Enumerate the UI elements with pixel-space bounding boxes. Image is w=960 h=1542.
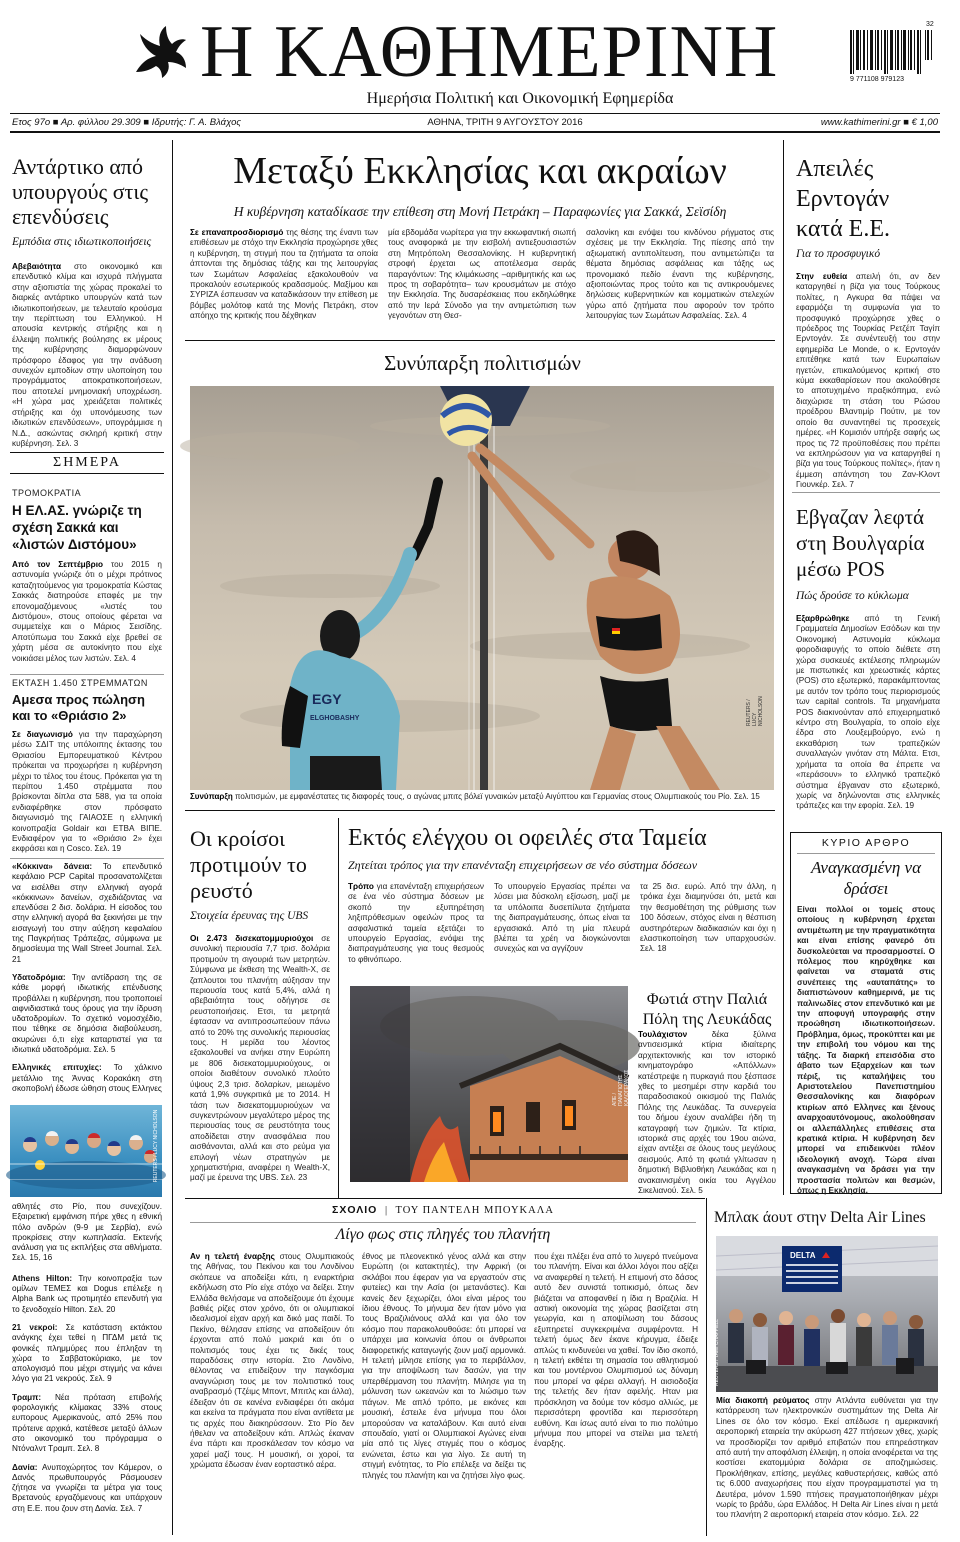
pos-title: Εβγαζαν λεφτά στη Βουλγαρία μέσω POS: [796, 505, 925, 581]
main-col2: μία εβδομάδα νωρίτερα για την εκκωφαντική σιωπή τους αναφορικά με την εισβολή αντιεξουσιαστών στη Μητρόπολη Θεσσαλονίκης. Η κυβερνητική στροφή έρχεται ως αποτέλεσμα σειράς παραγόντων: Της κλιμάκωσης –αριθμητικής και ως προς τη σοβαρότητα– των κρουσμάτων με στόχο την Εκκλησία. Της δυσαρέσκειας που εκδηλώθηκε από την Ιερά Σύνοδο για την αντιμετώπιση των γεγονότων στη Θεσ-: [388, 228, 576, 321]
photo-headline: Συνύπαρξη πολιτισμών: [384, 351, 581, 375]
masthead-title: Η ΚΑΘΗΜΕΡΙΝΗ: [200, 11, 779, 93]
pos-text: Εξαρθρώθηκε από τη Γενική Γραμματεία Δημοσίων Εσόδων και την Οικονομική Αστυνομία κύκλωμα φοροδιαφυγής το οποίο διέθετε στη χώρα συσκευές εκτέλεσης πληρωμών με πιστωτικές και χρεωστικές κάρτες (POS) στο εξωτερικό, παρακάμπτοντας με αυτόν τον τρόπο τους περιορισμούς των capital controls. Τα μηχανήματα POS διακινούνταν από επιχειρηματικό κέντρο στη Βουλγαρία, το οποίο είχε έδρα στο Λουξεμβούργο, ενώ η εκκαθάριση των τραπεζικών συναλλαγών γινόταν στη Μάλτα. Ετσι, χρήματα τα οποία θα έπρεπε να «περάσουν» το ελληνικό τραπεζικό σύστημα έβγαιναν στο εξωτερικό, χωρίς να δηλώνονται στις ελληνικές τράπεζες και την εφορία. Σελ. 19: [796, 614, 940, 811]
fire-title: Φωτιά στην Παλιά Πόλη της Λευκάδας: [642, 991, 772, 1028]
fire-image-icon: [350, 986, 628, 1182]
today-label: ΣΗΜΕΡΑ: [53, 455, 121, 470]
masthead-subtitle: Ημερήσια Πολιτική και Οικονομική Εφημερίδα: [366, 90, 674, 107]
editorial-text: Είναι πολλοί οι τομείς στους οποίους η κυβέρνηση έρχεται αντιμέτωπη με την πραγματικότητα και είναι επίσης φανερό ότι δυσκολεύεται να προσαρμοστεί. Ο πόλεμος που κηρύχθηκε και φαίνεται να σταματά στις συνέπειες της «αυταπάτης» το διαπιστώνουν καθημερινά, με τις παλινωδίες στον επενδυτικό και με την αποφυγή υπογραφής στην προώθηση ιδιωτικοποιήσεων. Πρόβλημα, όμως, προκύπτει και με την επιβολή του νόμου και της τάξης. Τα διαρκή επεισόδια στο άβατο των Εξαρχείων και των πέριξ, τις καταλήψεις του Αριστοτελείου Πανεπιστημίου Θεσσαλονίκης και διαφόρων κτιρίων από Ελληνες και ξένους αναρχοαυτόνομους, ακολούθησαν οι αλλεπάλληλες επιθέσεις στα κρατικά κτίρια. Η κυβέρνηση δεν μπορεί να επιδεικνύει πλέον ιδεολογική ανοχή. Τώρα είναι αναγκασμένη να δράσει για την προστασία πολιτών και θεσμών, όπως η Εκκλησία.: [797, 905, 935, 1195]
left-lead-title: Αντάρτικο από υπουργούς στις επενδύσεις: [12, 154, 149, 229]
debt-col2: Το υπουργείο Εργασίας πρέπει να λύσει μια δύσκολη εξίσωση, μαζί με τα υπόλοιπα δυσεπίλυτα ζητήματα της διαπραγμάτευσης, όπως είναι τα εργασιακά. Από τη μία πλευρά βλέπει τα χρέη να διογκώνονται συνεχώς και να αγγίζουν: [494, 882, 630, 954]
brief-item: Athens Hilton: Την κοινοπραξία των ομίλων ΤΕΜΕΣ και Dogus επέλεξε η Alpha Bank ως προτιμητέο επενδυτή για το ξενοδοχείο Hilton. Σελ. 20: [12, 1273, 162, 1314]
editorial-title: Αναγκασμένη να δράσει: [810, 858, 921, 898]
main-headline: Μεταξύ Εκκλησίας και ακραίων: [233, 150, 727, 192]
debt-col3: τα 25 δισ. ευρώ. Από την άλλη, η τρόικα έχει διαμηνύσει ότι, μετά και την θεσμοθέτηση της ρύθμισης των 100 δόσεων, στόχος είναι η θέσπιση αυστηρότερων διαδικασιών και όχι η ελαστικοποίηση των υπαρχουσών. Σελ. 18: [640, 882, 776, 954]
water-polo-credit: REUTERS / LUCY NICHOLSON: [152, 1109, 159, 1183]
delta-sign-text: DELTA: [790, 1251, 816, 1260]
column-divider: |: [384, 1205, 389, 1216]
photo-caption: Συνύπαρξη πολιτισμών, με εμφανέστατες τις διαφορές τους, ο αγώνας μπιτς βόλεϊ γυναικών μεταξύ Αιγύπτου και Γερμανίας στους Ολυμπιακούς του Ρίο. Σελ. 15: [190, 792, 760, 801]
main-col1: Σε επαναπροσδιορισμό της θέσης της έναντι των επιθέσεων με στόχο την Εκκλησία προχώρησε χθες η κυβέρνηση, τη στιγμή που τα ζητήματα τα οποία άπτονται της δημόσιας τάξης και της λειτουργίας των Σωμάτων Ασφαλείας εξακολουθούν να προκαλούν εσωτερικούς κραδασμούς. Μαξίμου και ΣΥΡΙΖΑ έσπευσαν να καταδικάσουν την επίθεση με βόμβες μολότοφ κατά της Μονής Πετράκη, στον απόηχο της κριτικής που δέχθηκαν: [190, 228, 379, 321]
item2-text: Σε διαγωνισμό για την παραχώρηση μέσω ΣΔΙΤ της υπόλοιπης έκτασης του Θριασίου Εμπορευματικού Κέντρου πρόκειται να προχωρήσει η κυβέρνηση μέχρι το τέλος του έτους. Πρόκειται για τη περίπου 1.450 στρέμματα που βρίσκονται δίπλα στα 588, για τα οποία ενδιαφέρθηκε στον πρόσφατο διαγωνισμό της ΓΑΙΑΟΣΕ η ελληνική κοινοπραξία Goldair και ΕΤΒΑ ΒΙΠΕ. Ενδιαφέρον για το «Θριάσιο 2» έχει εκφράσει και η Cosco. Σελ. 19: [12, 730, 162, 854]
phoenix-logo-icon: [128, 22, 190, 84]
main-subheadline: Η κυβέρνηση καταδίκασε την επίθεση στη Μονή Πετράκη – Παραφωνίες για Σακκά, Σεϊσίδη: [233, 204, 727, 219]
brief-item: Ελληνικές επιτυχίες: Το χάλκινο μετάλλιο της Άννας Κορακάκη στη σκοποβολή έδωσε ώθηση στους Ελληνες: [12, 1063, 162, 1093]
info-date: ΑΘΗΝΑ, ΤΡΙΤΗ 9 ΑΥΓΟΥΣΤΟΥ 2016: [427, 117, 583, 128]
fire-photo: [350, 986, 628, 1182]
item1-text: Από τον Σεπτέμβριο του 2015 η αστυνομία γνώριζε ότι ο μέχρι πρότινος καταζητούμενος για τρομοκρατία Κώστας Σακκάς διατηρούσε επαφές με την επονομαζόμενους «λιστές του Διστόμου», στους οποίους φέρεται να συμμετείχε και ο Μάριος Σεισίδης. Αποτύπωμα του Σακκά είχε βρεθεί σε χάρτη μέσα σε αυτοκίνητο που είχε νοικιάσει μέλος των λιστών. Σελ. 4: [12, 560, 162, 663]
info-left: Ετος 97ο ■ Αρ. φύλλου 29.309 ■ Ιδρυτής: Γ. Α. Βλάχος: [12, 117, 242, 128]
column-title: Λίγο φως στις πληγές του πλανήτη: [335, 1226, 551, 1243]
beach-volley-photo: [190, 386, 774, 790]
water-polo-image-icon: [10, 1105, 162, 1197]
briefs-list-2: [12, 1202, 162, 1532]
pos-subtitle: Πώς δρούσε το κύκλωμα: [796, 590, 909, 602]
delta-title: Μπλακ άουτ στην Delta Air Lines: [714, 1209, 926, 1226]
brief-item: αθλητές στο Ρίο, που συνεχίζουν. Εξαιρετική εμφάνιση πήρε χθες η εθνική πόλο ανδρών (9-9 με Σερβία), ενώ προκρίσεις στην κωπηλασία. Εκτενής ανάλυση για τις εκπλήξεις στα αθλήματα. Σελ. 15, 16: [12, 1202, 162, 1263]
fire-credit: ΑΠΕ / ΠΑΝΑΓΙΩΤΗΣ ΚΑΛΟΓΕΡΑΚΟΣ: [612, 1069, 630, 1106]
main-col3: σαλονίκη και ενόψει του κινδύνου ρήγματος στις σχέσεις με την Εκκλησία. Της πίεσης από την αξιωματική αντιπολίτευση, που αντιμετώπιζει τα θέματα δημόσιας ασφάλειας και τάξης ως προνομιακό πεδίο έναντι της κυβέρνησης, αξιοποιώντας προς τούτο και τις αντικρουόμενες δηλώσεις κυβερνητικών και κομματικών στελεχών γύρω από ζητήματα που αφορούν τον τρόπο λειτουργίας των Σωμάτων Ασφαλείας. Σελ. 4: [586, 228, 774, 321]
photo-credit: REUTERS / LUCY NICHOLSON: [746, 696, 764, 726]
left-lead-subtitle: Εμπόδια στις ιδιωτικοποιήσεις: [12, 236, 152, 248]
debt-col1: Τρόπο για επανένταξη επιχειρήσεων σε ένα νέο σύστημα δόσεων με σκοπό την εξυπηρέτηση ληξιπρόθεσμων οφειλών προς τα ασφαλιστικά ταμεία εξετάζει το υπουργείο Εργασίας, ενόψει της διαπραγμάτευσης για τους θεσμούς το φθινόπωρο.: [348, 882, 484, 964]
brief-item: Υδατοδρόμια: Την αντίδραση της σε κάθε μορφή ιδιωτικής επένδυσης προβάλλει η κυβέρνηση, που τροποποιεί αιφνιδιαστικά τους όρους για την ίδρυση υδατοδρομίων. Το σχετικό νομοσχέδιο, που τέθηκε σε δημόσια διαβούλευση, ακυρώνει ό,τι είχε καταρτιστεί για τα ιδιωτικά υδατοδρόμια. Σελ. 5: [12, 972, 162, 1055]
rich-subtitle: Στοιχεία έρευνας της UBS: [190, 910, 309, 922]
editorial-box: [790, 832, 942, 1194]
brief-item: Τραμπ: Νέα πρόταση επιβολής φορολογικής κλίμακας 33% στους ευπορους Αμερικανούς, από 25% που πρότεινε αρχικά, κατέθεσε μεταξύ άλλων στο οικονομικό του πρόγραμμα ο Ντόναλντ Τραμπ. Σελ. 8: [12, 1392, 162, 1454]
item1-title: Η ΕΛ.ΑΣ. γνώριζε τη σχέση Σακκά και «λιστών Διστόμου»: [12, 503, 142, 552]
item2-kicker: ΕΚΤΑΣΗ 1.450 ΣΤΡΕΜΜΑΤΩΝ: [12, 678, 148, 688]
barcode: [850, 21, 940, 86]
debt-title: Εκτός ελέγχου οι οφειλές στα Ταμεία: [348, 825, 707, 851]
brief-item: Δανία: Ανυποχώρητος τον Κάμερον, ο Δανός πρωθυπουργός Ράσμουσεν ζήτησε να γνωρίζει τα μέτρα για τους Βρετανούς εργαζόμενους και υπάρχουν στη Ε.Ε. που ζουν στη Δανία. Σελ. 7: [12, 1462, 162, 1513]
column-col3: που έχει πλέξει ένα από το λυγερό πνεύμονα του πλανήτη. Είναι και άλλοι λόγοι που αξίζει να αναφερθεί η τελετή. Η επιμονή στο δάσος αυτό δεν συνιστά τοπικισμό, όπως δεν βιάζεται να αποφανθεί η ίδια η Βραζιλία. Η αστική οικονομία της χώρας βασίζεται στη γεωργία, και η αποψίλωση του δάσους εξυπηρετεί συγκεκριμένα συμφέροντα. Η τελετή όμως δεν έκανε κήρυγμα, έδειξε απλώς τι κινδυνεύει να χαθεί. Τον ίδιο σκοπό, η τελετή εκθέτει τη σημασία του αθλητισμού και του μοντέρνου Ολυμπισμού ως δύναμη που μπορεί να φέρει αλλαγή. Η αισιοδοξία της τελετής δεν ήταν αφελής. Ηταν μια πρόσκληση να δούμε τον κόσμο αλλιώς, με περισσότερη φροντίδα και περισσότερη ευθύνη. Και ίσως αυτό είναι το πιο πολύτιμο μήνυμα που μπορεί να στείλει μια τελετή έναρξης.: [534, 1252, 698, 1449]
jersey-text: EGY: [312, 691, 342, 707]
rich-text: Οι 2.473 δισεκατομμυριούχοι σε συνολική περιουσία 7,7 τρισ. δολάρια προτιμούν τη σιγουριά των μετρητών. Σύμφωνα με έκθεση της Wealth-X, σε ζαπλουτοι του πλανήτη αύξησαν την περιουσία τους κατά 5,4%, αλλά η αβεβαιότητα τους οδήγησε σε ρευστοποιήσεις. Ετσι, τα μετρητά έφτασαν να αντιπροσωπεύουν πάνω από το 20% της συνολικής περιουσίας τους. Η μερίδα του λέοντος εξακολουθεί να ανήκει στην Ευρώπη με 806 δισεκατομμυριούχους, οι οποίοι διαθέτουν συνολικό πλούτο ύψους 2,3 τρισ. δολαρίων, μειωμένο κατά 1,9% συγκριτικά με το 2014. Η τάση των δισεκατομμυριούχων να συγκεντρώνουν μεγαλύτερο μέρος της περιουσίας τους σε ρευστότητα τους αποδίδεται στην ανασφάλεια που αισθάνονται, αλλά και στο ρεύμα για επιλογή νέων στρατηγών με χρηματιστήρια, αναφέρει η Wealth-X, μαζί με έρευνα της UBS. Σελ. 23: [190, 934, 330, 1183]
barcode-number: 9 771108 979123: [850, 76, 904, 83]
brief-item: 21 νεκροί: Σε κατάσταση εκτάκτου ανάγκης έχει τεθεί η ΠΓΔΜ μετά τις φονικές πλημμύρες που έπληξαν τη χώρα το Σαββατοκύριακο, με τον απολογισμό που μέχρι στιγμής να κάνει λόγο για 21 νεκρούς. Σελ. 9: [12, 1322, 162, 1384]
item1-kicker: ΤΡΟΜΟΚΡΑΤΙΑ: [12, 488, 82, 498]
item2-title: Αμεσα προς πώληση και το «Θριάσιο 2»: [12, 692, 145, 723]
editorial-label: ΚΥΡΙΟ ΑΡΘΡΟ: [821, 837, 911, 849]
right-lead-title: Απειλές Ερντογάν κατά Ε.Ε.: [796, 156, 890, 242]
masthead: [0, 0, 960, 132]
delta-credit: REUTERS / TAMI CHAPPELL: [714, 1318, 720, 1386]
water-polo-photo: [10, 1105, 162, 1197]
right-lead-subtitle: Για το προσφυγικό: [796, 248, 881, 260]
barcode-issue: 32: [926, 21, 934, 28]
column-header: [190, 1204, 696, 1220]
left-lead-text: Αβεβαιότητα στο οικονομικό και επενδυτικό κλίμα και ισχυρά πλήγματα στην αξιοπιστία της χώρας προκαλεί το διαρκές αντάρτικο υπουργών κατά των ιδιωτικοποιήσεων, με τελευταίο κρούσμα την περίπτωση του Ελληνικού. Η απουσία κεντρικής στήριξης και η έλλειψη πολιτικής βούλησης εκ μέρους της κυβέρνησης διαμορφώνουν πρόσφορο έδαφος για την ανάδυση συνεχών εμποδίων στην υλοποίηση του προγράμματος αποκρατικοποιήσεων, που αποτελεί μνημονιακή υποχρέωση. «Η χώρα μας χρειάζεται πολιτικές στήριξης και όχι υπονόμευσης των ιδιωτικών επενδύσεων», υπογράμμισε η Ν.Δ., ασκώντας σκληρή κριτική στην κυβέρνηση. Σελ. 3: [12, 262, 162, 448]
delta-photo: [716, 1236, 938, 1392]
column-col1: Αν η τελετή έναρξης στους Ολυμπιακούς της Αθήνας, του Πεκίνου και του Λονδίνου σκόπευε να αποδείξει κάτι, η εναρκτήρια εκδήλωση στο Ρίο είχε στόχο να δείξει. Στην Ελλάδα θελήσαμε να αποδείξουμε ότι έχουμε βαθιές ρίζες στον χρόνο, ότι οι ολυμπιακοί ιδεαλισμοί είχαν αρχή και δικό μας παιδί. Το Πεκίνο, θέλησαν επίσης να αποδείξουν ότι έρχονται από πολύ μακριά και ότι ο πολιτισμός τους έχει τις δικές τους παραδόσεις στην ιστορία. Στο Λονδίνο, θέλοντας να επιδείξουν την παγκόσμια αναγνώριση τους με τον πολιτιστικό τους αναβρασμό (Τζέιμς Μποντ, Μπιτλς και άλλα), έδειξαν ότι σε κανένα ενδιαφέρει ότι ακόμα και εκείνα τα πράγματα που είναι αντίθετα με τις αρχές που διακηρύσσουν. Στο Ρίο δεν ήθελαν να αποδείξουν κάτι. Απλώς έκαναν ένα πάρτι και προσκάλεσαν τον κόσμο να χαρεί μαζί τους. Η μουσική, οι χοροί, τα χρώματα έδωσαν έναν εορταστικό αέρα.: [190, 1252, 354, 1470]
brief-item: «Κόκκινα» δάνεια: Το επενδυτικό κεφάλαιο PCP Capital προσανατολίζεται να εισέλθει στην ελληνική αγορά «κόκκινων» δανείων, σχεδιάζοντας να επενδύσει 2 δισ. δολάρια. Η είσοδος του στην ελληνική αγορά θα ξεκινήσει με την εισαγωγή του στην αύξηση κεφαλαίου της Παγκρήτιας Τράπεζας, σύμφωνα με δημοσίευμα της Wall Street Journal. Σελ. 21: [12, 862, 162, 964]
jersey-name-text: ELGHOBASHY: [310, 715, 360, 722]
beach-volley-image-icon: [190, 386, 774, 790]
column-label: ΣΧΟΛΙΟ: [332, 1204, 378, 1216]
left-column: [10, 140, 164, 1535]
column-col2: έθνος με πλεονεκτικό γένος αλλά και στην Ευρώπη (οι κατακτητές), την Αφρική (οι σκλάβοι που έφεραν για να εργαστούν στις φυτείες) και την Ασία (οι μετανάστες). Και κανείς δεν ξεχωρίζει, όλοι είναι μέρος του ίδιου έθνους. Το μήνυμα δεν ήταν μόνο για τους Βραζιλιάνους αλλά και για όλο τον κόσμο που παρακολουθούσε: ότι μπορεί να υπάρχει μια κοινωνία όπου οι άνθρωποι διαφορετικής καταγωγής ζουν μαζί αρμονικά. Η τελετή μίλησε επίσης για το περιβάλλον, για την αποψίλωση των δασών, για την υπερθέρμανση του πλανήτη. Μιλησε για τη μόλυνση των ωκεανών και το λιώσιμο των πάγων. Με απλό τρόπο, με εικόνες και μουσική, έστειλε ένα μήνυμα που όλοι μπορούσαν να καταλάβουν. Και αυτό είναι σπουδαίο, γιατί οι Ολυμπιακοί Αγώνες είναι μία από τις λίγες στιγμές που ο κόσμος ενώνεται, έστω και για λίγο. Σε αυτή τη στιγμή ενότητας, το Ρίο επέλεξε να δείξει τις πληγές του πλανήτη και να ζητήσει λίγο φως.: [362, 1252, 526, 1480]
debt-subtitle: Ζητείται τρόπος για την επανένταξη επιχειρήσεων σε νέο σύστημα δόσεων: [348, 858, 698, 872]
info-right: www.kathimerini.gr ■ € 1,00: [820, 117, 938, 128]
rich-title: Οι κροίσοι προτιμούν το ρευστό: [190, 826, 307, 903]
delta-text: Μία διακοπή ρεύματος στην Ατλάντα ευθύνεται για την κατάρρευση των ηλεκτρονικών συστημάτων της Delta Air Lines σε όλο τον κόσμο. Εκεί απέδωσε η αμερικανική αεροπορική εταιρεία την ακύρωση 427 πτήσεων χθες, χωρίς να προσδιορίζει τον αριθμό επιβατών που επηρεάστηκαν από αυτή την αποφάλιση έλλειψη, η οποία ανοφέρεται να της κοστίσει εκατομμύρια δολάρια σε αποζημιώσεις. Προκλήθηκαν, επίσης, μεγάλες καθυστερήσεις, καθώς από τις 6.000 αναχωρήσεις που είχαν προγραμματιστεί για τη Δευτέρα, μόνον 1.590 πτήσεις πραγματοποιήθηκαν μέχρι νωρίς το βράδυ, ώρα Ελλάδος. Η Delta Air Lines είναι η μετά του πλανήτη 2 αεροπορική εταιρεία στον κόσμο. Σελ. 22: [716, 1396, 938, 1520]
right-lead-text: Στην ευθεία απειλή ότι, αν δεν καταργηθεί η βίζα για τους Τούρκους πολίτες, η Αγκυρα θα πάψει να εφαρμόζει τη συμφωνία για το προσφυγικό προχώρησε χθες ο πρόεδρος της Τουρκίας Ρετζέπ Ταγίπ Ερντογάν. Σε συνέντευξή του στην εφημερίδα Le Monde, ο κ. Ερντογάν επιτέθηκε κατά των Ευρωπαίων ηγετών, επικαλούμενος κριτική στο κύμα εκκαθαρίσεων που ακολούθησε το αποτυχημένο πραξικόπημα, ενώ διαχώρισε τη στάση του Ρώσου προέδρου Βλαντιμίρ Πούτιν, με τον οποίο θα συναντηθεί τις προσεχείς ημέρες. «Η Κομισιόν υπήρξε σαφής ως προς τις 72 προϋποθέσεις που πρέπει να εκπληρώσουν για να καταργηθεί η βίζα για τους Τούρκους πολίτες», ήταν η έμμεση απάντηση του Ζαν-Κλοντ Γιουνκέρ. Σελ. 7: [796, 272, 940, 490]
briefs-list: [12, 862, 162, 1120]
barcode-icon: [850, 30, 934, 78]
fire-text: Τουλάχιστον δέκα ξύλινα αντισεισμικά κτίρια ιδιαίτερης αρχιτεκτονικής και τον ιστορικό κινηματογράφο «Απόλλων» κατέστρεψε η πυρκαγιά που ξέσπασε χθες το μεσημέρι στην καρδιά του παραδοσιακού οικισμού της Παλιάς Πόλης της Λευκάδας. Τα συνεργεία του δήμου έχουν αναλάβει ήδη τη καταγραφή των ζημιών. Τα κτίρια, ιστορικά στις αρχές του 19ου αιώνα, είχαν αντέξει σε όλους τους μεγάλους σεισμούς. Από τη φωτιά γλίτωσαν η δημοτική Βιβλιοθήκη Λευκάδας και η ανακαινισμένη οικία του Αγγέλου Σικελιανού. Σελ. 5: [638, 1030, 776, 1196]
column-author: ΤΟΥ ΠΑΝΤΕΛΗ ΜΠΟΥΚΑΛΑ: [395, 1205, 554, 1216]
delta-image-icon: [716, 1236, 938, 1392]
